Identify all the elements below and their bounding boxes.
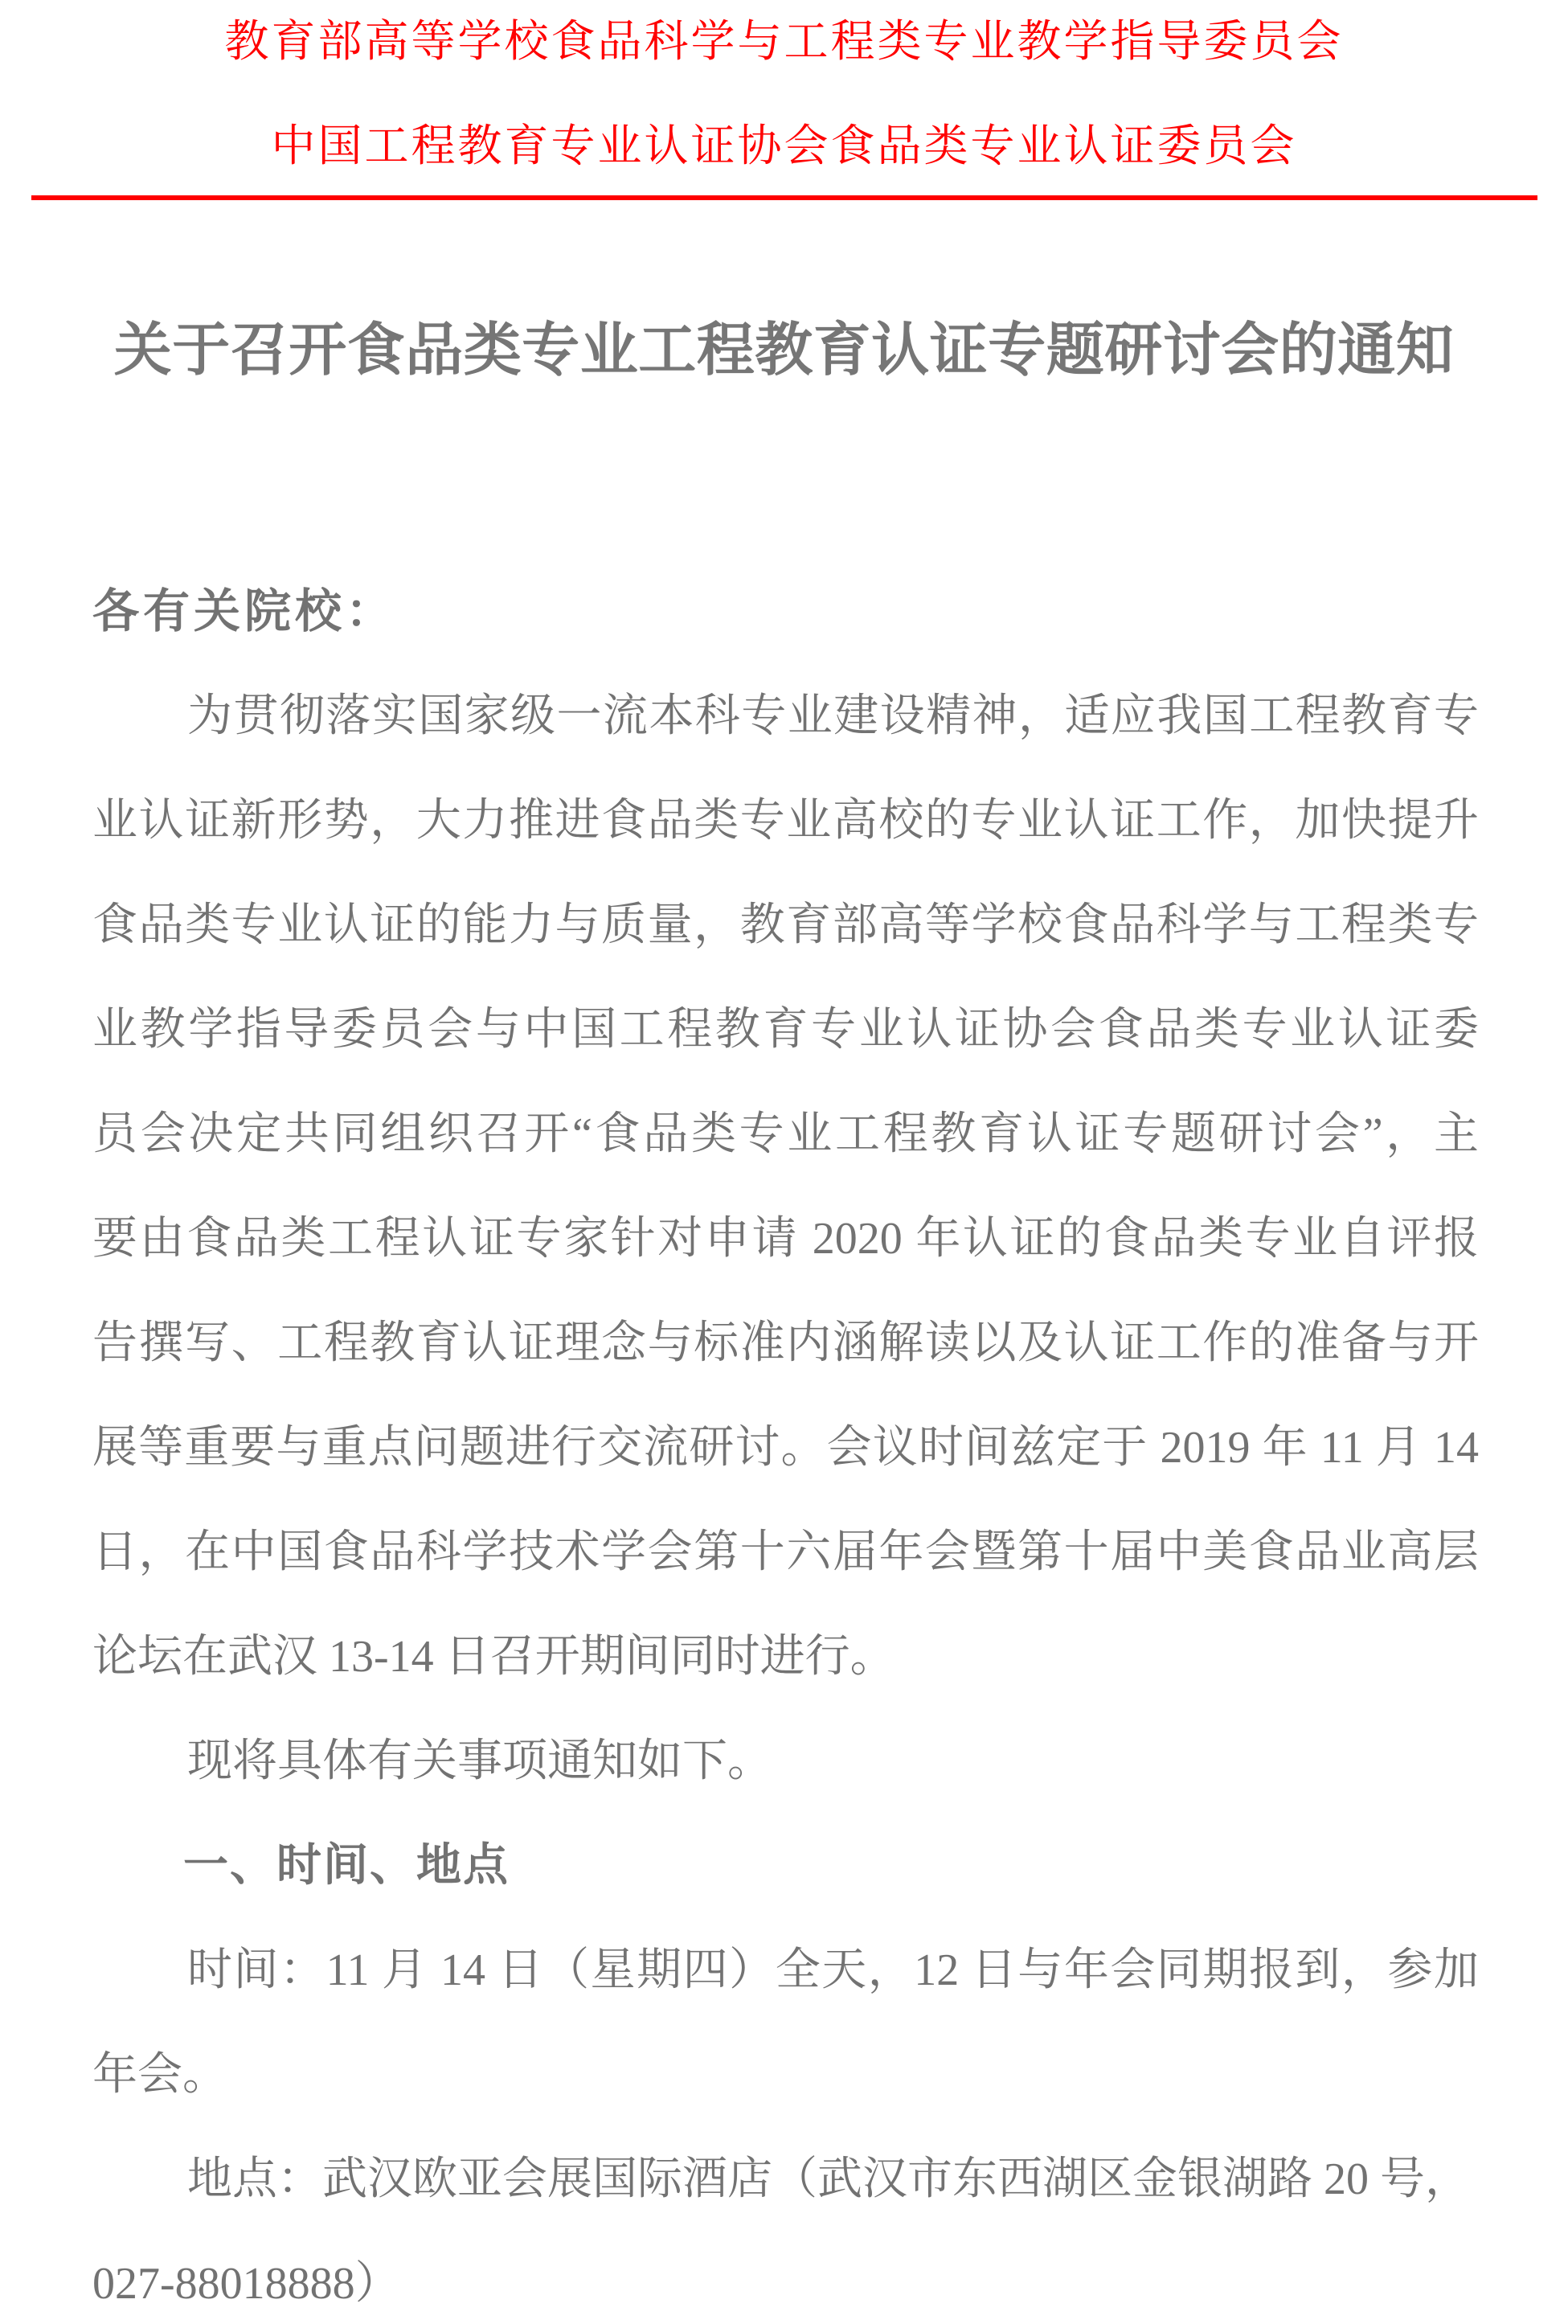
- section-item-time: [92, 1918, 1479, 2127]
- paragraph-notice-intro: [92, 1709, 1479, 1814]
- section-item-line: 027-88018888）: [92, 2259, 400, 2309]
- paragraph-intro: [92, 664, 1479, 1709]
- document-title: 关于召开食品类专业工程教育认证专题研讨会的通知: [113, 318, 1455, 383]
- section-item-line: 地点：武汉欧亚会展国际酒店（武汉市东西湖区金银湖路 20 号，: [187, 2154, 1470, 2204]
- paragraph-line: 为贯彻落实国家级一流本科专业建设精神，适应我国工程教育专: [187, 691, 1479, 741]
- paragraph-line: 日，在中国食品科学技术学会第十六届年会暨第十届中美食品业高层: [92, 1527, 1479, 1577]
- paragraph-line: 业认证新形势，大力推进食品类专业高校的专业认证工作，加快提升: [92, 796, 1479, 846]
- paragraph-line: 业教学指导委员会与中国工程教育专业认证协会食品类专业认证委: [92, 1005, 1479, 1055]
- paragraph-line: 员会决定共同组织召开“食品类专业工程教育认证专题研讨会”，主: [92, 1109, 1479, 1159]
- section-time-location: [92, 1814, 1479, 2324]
- letterhead-org-line-1: 教育部高等学校食品科学与工程类专业教学指导委员会: [224, 17, 1344, 66]
- paragraph-line: 展等重要与重点问题进行交流研讨。会议时间兹定于 2019 年 11 月 14: [92, 1423, 1479, 1473]
- letterhead-red-divider: [31, 195, 1537, 200]
- section-heading: 一、时间、地点: [183, 1841, 510, 1891]
- paragraph-line: 食品类专业认证的能力与质量，教育部高等学校食品科学与工程类专: [92, 900, 1479, 950]
- paragraph-line: 论坛在武汉 13-14 日召开期间同时进行。: [92, 1632, 895, 1682]
- paragraph-line: 要由食品类工程认证专家针对申请 2020 年认证的食品类专业自评报: [92, 1214, 1479, 1264]
- paragraph-line: 告撰写、工程教育认证理念与标准内涵解读以及认证工作的准备与开: [92, 1318, 1479, 1368]
- document-body: [92, 559, 1479, 2324]
- letterhead-org-line-2: 中国工程教育专业认证协会食品类专业认证委员会: [271, 121, 1297, 170]
- section-item-location: [92, 2127, 1479, 2324]
- section-item-line: 时间：11 月 14 日（星期四）全天，12 日与年会同期报到，参加: [187, 1945, 1479, 1995]
- salutation: 各有关院校：: [92, 585, 397, 637]
- paragraph-line: 现将具体有关事项通知如下。: [187, 1736, 772, 1786]
- section-item-line: 年会。: [92, 2050, 227, 2100]
